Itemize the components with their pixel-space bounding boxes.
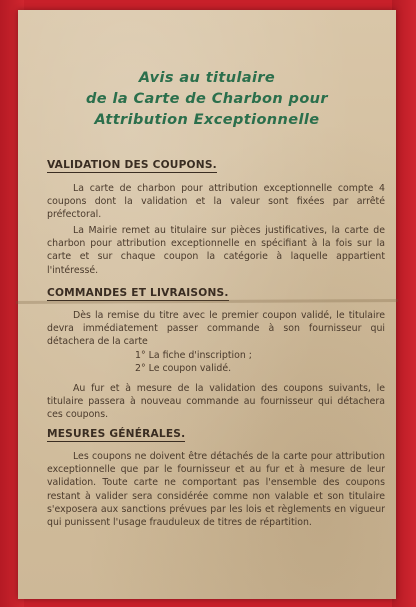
title-line-1: Avis au titulaire [138, 70, 276, 86]
validation-paragraph-2: La Mairie remet au titulaire sur pièces justificatives, la carte de charbon pour attribution exceptionnelle en spécifiant à la fois sur la carte et sur chaque coupon la catégorie à laquelle appartient l'intéressé. [47, 225, 385, 276]
title-line-3: Attribution Exceptionnelle [94, 112, 320, 128]
section-heading-mesures: MESURES GÉNÉRALES. [47, 428, 186, 440]
title-line-2: de la Carte de Charbon pour [86, 91, 328, 107]
commandes-paragraph-1: Dès la remise du titre avec le premier coupon validé, le titulaire devra immédiatement passer commande à son fournisseur qui détachera de la carte [47, 310, 385, 348]
mesures-paragraph-1: Les coupons ne doivent être détachés de la carte pour attribution exceptionnelle que par le fournisseur et au fur et à mesure de leur validation. Toute carte ne comportant pas l'ensemble des coupons restant à valider sera considérée comme non valable et son titulaire s'exposera aux sanctions prévues par les lois et règlements en vigueur qui punissent l'usage frauduleux de titres de répartition. [47, 451, 385, 529]
notice-sheet [18, 10, 396, 599]
commandes-list-item-1: 1° La fiche d'inscription ; [135, 350, 252, 361]
commandes-list-item-2: 2° Le coupon validé. [135, 363, 232, 374]
commandes-paragraph-2: Au fur et à mesure de la validation des coupons suivants, le titulaire passera à nouveau commande au fournisseur qui détachera ces coupons. [47, 383, 385, 421]
section-heading-commandes: COMMANDES ET LIVRAISONS. [47, 287, 229, 299]
validation-paragraph-1: La carte de charbon pour attribution exceptionnelle compte 4 coupons dont la validation et la valeur sont fixées par arrêté préfectoral. [47, 183, 385, 221]
notice-title [18, 68, 396, 131]
section-heading-validation: VALIDATION DES COUPONS. [47, 159, 217, 171]
